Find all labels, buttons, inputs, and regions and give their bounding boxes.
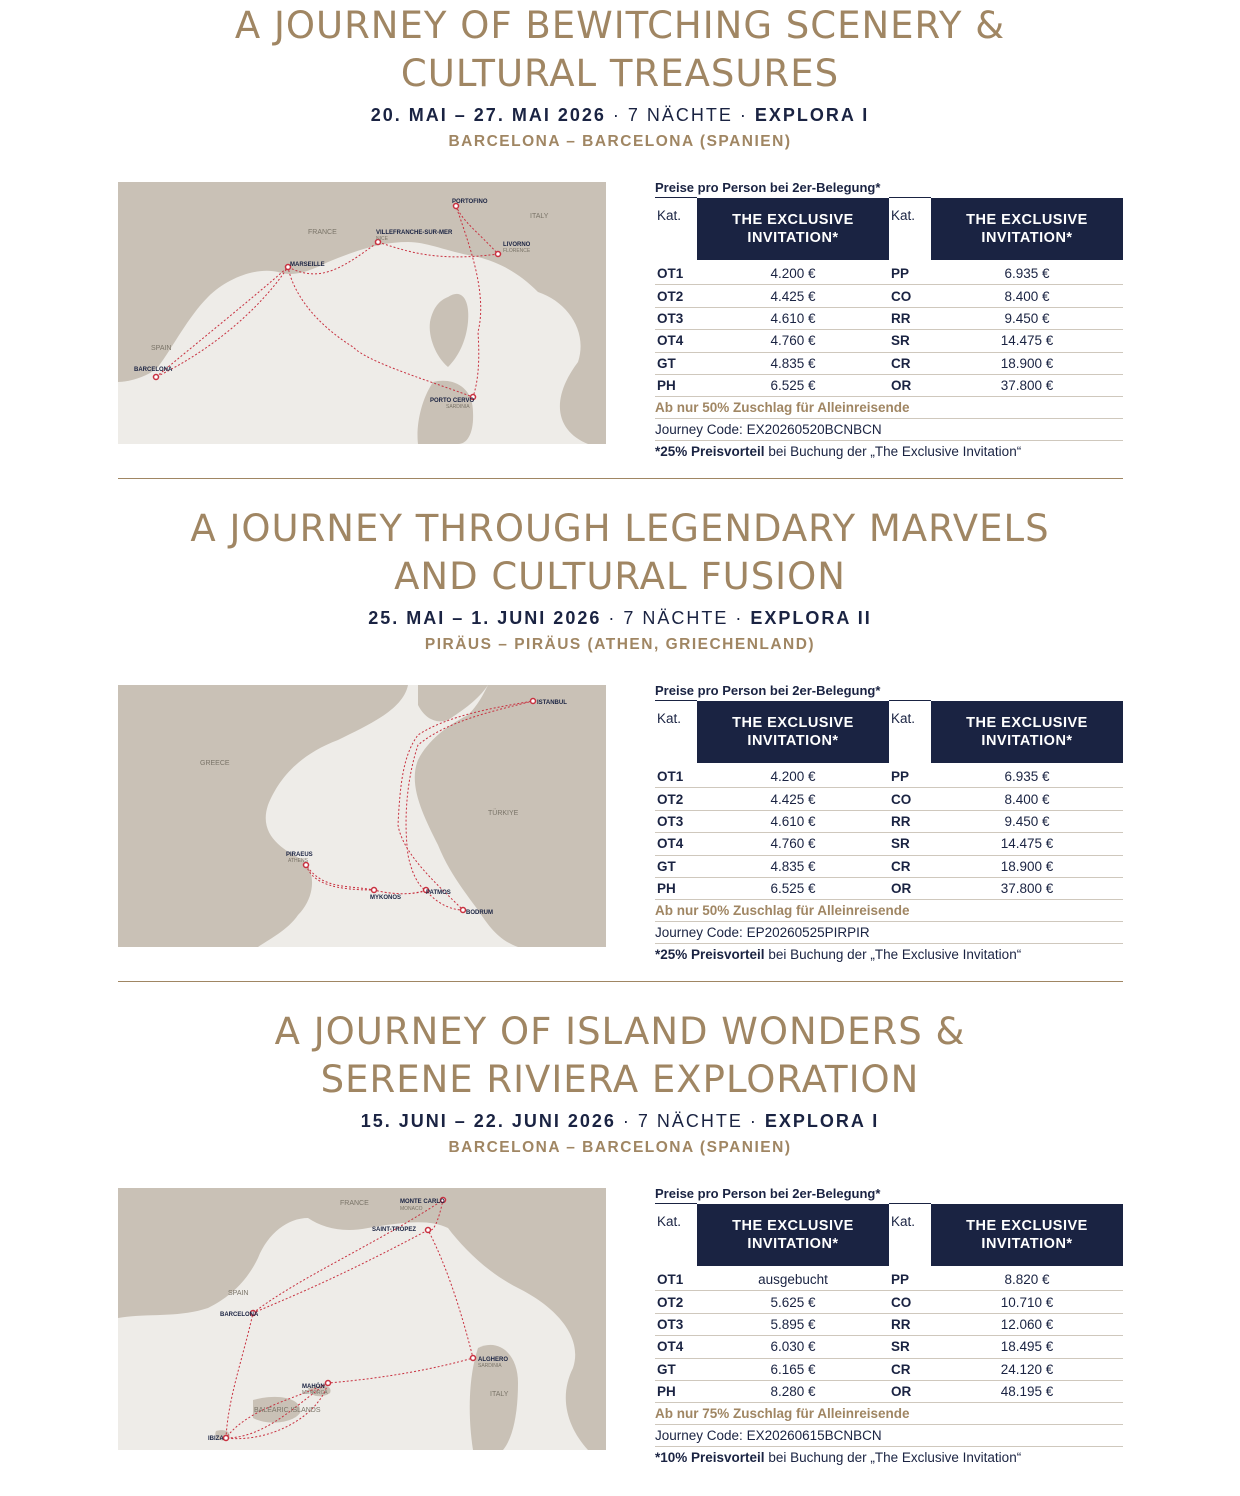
journey-route: BARCELONA – BARCELONA (SPANIEN): [448, 133, 792, 150]
svg-text:SARDINIA: SARDINIA: [478, 1363, 502, 1369]
svg-text:PORTOFINO: PORTOFINO: [452, 199, 488, 205]
svg-text:MYKONOS: MYKONOS: [370, 895, 402, 901]
exclusive-invitation-header: THE EXCLUSIVE INVITATION*: [931, 701, 1123, 765]
journey-code: Journey Code: EX20260615BCNBCN: [655, 1425, 1123, 1447]
prices-caption: Preise pro Person bei 2er-Belegung*: [655, 1186, 881, 1201]
svg-text:FRANCE: FRANCE: [308, 229, 337, 236]
single-supplement-note: Ab nur 75% Zuschlag für Alleinreisende: [655, 1403, 1123, 1425]
svg-text:TÜRKIYE: TÜRKIYE: [488, 810, 519, 817]
journey-title: A JOURNEY OF BEWITCHING SCENERY & CULTURAL TREASURES: [234, 4, 1006, 95]
exclusive-invitation-header: THE EXCLUSIVE INVITATION*: [931, 198, 1123, 262]
svg-text:SPAIN: SPAIN: [228, 1290, 249, 1297]
table-row: OT1 4.200 € PP 6.935 €: [655, 765, 1123, 788]
svg-text:SARDINIA: SARDINIA: [446, 404, 470, 410]
price-notes: [655, 397, 1123, 462]
exclusive-invitation-header: THE EXCLUSIVE INVITATION*: [697, 198, 889, 262]
svg-text:LIVORNO: LIVORNO: [503, 242, 531, 248]
journey-route: PIRÄUS – PIRÄUS (ATHEN, GRIECHENLAND): [424, 636, 816, 653]
svg-text:MENORCA: MENORCA: [302, 1390, 328, 1396]
journey-3: [0, 1006, 1240, 1496]
price-table-block: [655, 681, 1123, 965]
route-map: [118, 1188, 606, 1450]
kat-header: Kat.: [889, 1204, 931, 1268]
kat-header: Kat.: [655, 1204, 697, 1268]
price-notes: [655, 900, 1123, 965]
svg-text:ATHENS: ATHENS: [288, 858, 308, 864]
journey-code: Journey Code: EX20260520BCNBCN: [655, 419, 1123, 441]
exclusive-invitation-header: THE EXCLUSIVE INVITATION*: [697, 1204, 889, 1268]
svg-text:MONACO: MONACO: [400, 1206, 423, 1212]
svg-text:ITALY: ITALY: [530, 213, 549, 220]
svg-text:MAHÓN: MAHÓN: [302, 1384, 325, 1390]
kat-header: Kat.: [889, 198, 931, 262]
table-row: OT2 5.625 € CO 10.710 €: [655, 1291, 1123, 1313]
table-row: OT3 4.610 € RR 9.450 €: [655, 307, 1123, 329]
svg-text:ITALY: ITALY: [490, 1391, 509, 1398]
section-divider: [118, 478, 1123, 479]
journey-1: [0, 0, 1240, 490]
svg-text:BALEARIC ISLANDS: BALEARIC ISLANDS: [254, 1407, 321, 1414]
svg-text:PIRAEUS: PIRAEUS: [286, 852, 313, 858]
discount-note: *10% Preisvorteil bei Buchung der „The Exclusive Invitation“: [655, 1450, 1022, 1466]
svg-text:FRANCE: FRANCE: [340, 1200, 369, 1207]
discount-note: *25% Preisvorteil bei Buchung der „The Exclusive Invitation“: [655, 444, 1022, 460]
table-row: PH 8.280 € OR 48.195 €: [655, 1380, 1123, 1402]
svg-text:VILLEFRANCHE-SUR-MER: VILLEFRANCHE-SUR-MER: [376, 230, 453, 236]
prices-caption: Preise pro Person bei 2er-Belegung*: [655, 180, 881, 195]
single-supplement-note: Ab nur 50% Zuschlag für Alleinreisende: [655, 900, 1123, 922]
svg-text:BODRUM: BODRUM: [466, 910, 493, 916]
single-supplement-note: Ab nur 50% Zuschlag für Alleinreisende: [655, 397, 1123, 419]
kat-header: Kat.: [889, 701, 931, 765]
journey-route: BARCELONA – BARCELONA (SPANIEN): [448, 1139, 792, 1156]
table-row: OT3 5.895 € RR 12.060 €: [655, 1313, 1123, 1335]
table-row: GT 4.835 € CR 18.900 €: [655, 855, 1123, 877]
journey-title: A JOURNEY THROUGH LEGENDARY MARVELS AND CULTURAL FUSION: [190, 507, 1050, 598]
table-row: GT 6.165 € CR 24.120 €: [655, 1358, 1123, 1380]
table-row: OT4 4.760 € SR 14.475 €: [655, 833, 1123, 855]
journey-dates: 25. MAI – 1. JUNI 2026 · 7 NÄCHTE · EXPLORA II: [368, 608, 872, 628]
svg-text:BARCELONA: BARCELONA: [220, 1312, 259, 1318]
journey-code: Journey Code: EP20260525PIRPIR: [655, 922, 1123, 944]
svg-text:BARCELONA: BARCELONA: [134, 367, 173, 373]
prices-caption: Preise pro Person bei 2er-Belegung*: [655, 683, 881, 698]
table-row: OT4 4.760 € SR 14.475 €: [655, 330, 1123, 352]
price-table: [655, 700, 1123, 900]
discount-note: *25% Preisvorteil bei Buchung der „The Exclusive Invitation“: [655, 947, 1022, 963]
exclusive-invitation-header: THE EXCLUSIVE INVITATION*: [697, 701, 889, 765]
journey-dates: 20. MAI – 27. MAI 2026 · 7 NÄCHTE · EXPLORA I: [370, 105, 870, 125]
table-row: OT2 4.425 € CO 8.400 €: [655, 788, 1123, 810]
table-row: OT1 4.200 € PP 6.935 €: [655, 262, 1123, 285]
exclusive-invitation-header: THE EXCLUSIVE INVITATION*: [931, 1204, 1123, 1268]
kat-header: Kat.: [655, 198, 697, 262]
svg-text:SAINT-TROPEZ: SAINT-TROPEZ: [372, 1227, 417, 1233]
svg-text:PATMOS: PATMOS: [426, 890, 451, 896]
route-map: [118, 182, 606, 444]
table-row: GT 4.835 € CR 18.900 €: [655, 352, 1123, 374]
section-divider: [118, 981, 1123, 982]
price-table-block: [655, 1184, 1123, 1468]
table-row: PH 6.525 € OR 37.800 €: [655, 877, 1123, 899]
svg-text:FLORENCE: FLORENCE: [503, 248, 531, 254]
svg-text:ISTANBUL: ISTANBUL: [537, 700, 567, 706]
svg-text:NICE: NICE: [376, 236, 388, 242]
price-table: [655, 1203, 1123, 1403]
table-row: OT3 4.610 € RR 9.450 €: [655, 810, 1123, 832]
table-row: PH 6.525 € OR 37.800 €: [655, 374, 1123, 396]
route-map: [118, 685, 606, 947]
table-row: OT4 6.030 € SR 18.495 €: [655, 1336, 1123, 1358]
svg-text:MONTE CARLO: MONTE CARLO: [400, 1199, 445, 1205]
price-table: [655, 197, 1123, 397]
price-table-block: [655, 178, 1123, 462]
svg-text:SPAIN: SPAIN: [151, 345, 172, 352]
svg-text:IBIZA: IBIZA: [208, 1436, 224, 1442]
svg-text:ALGHERO: ALGHERO: [478, 1357, 508, 1363]
svg-text:GREECE: GREECE: [200, 760, 230, 767]
journey-dates: 15. JUNI – 22. JUNI 2026 · 7 NÄCHTE · EXPLORA I: [360, 1111, 880, 1131]
price-notes: [655, 1403, 1123, 1468]
table-row: OT2 4.425 € CO 8.400 €: [655, 285, 1123, 307]
kat-header: Kat.: [655, 701, 697, 765]
table-row: OT1 ausgebucht PP 8.820 €: [655, 1268, 1123, 1291]
svg-text:MARSEILLE: MARSEILLE: [290, 262, 325, 268]
svg-text:PORTO CERVO: PORTO CERVO: [430, 398, 475, 404]
journey-2: [0, 503, 1240, 993]
journey-title: A JOURNEY OF ISLAND WONDERS & SERENE RIVIERA EXPLORATION: [274, 1010, 966, 1101]
